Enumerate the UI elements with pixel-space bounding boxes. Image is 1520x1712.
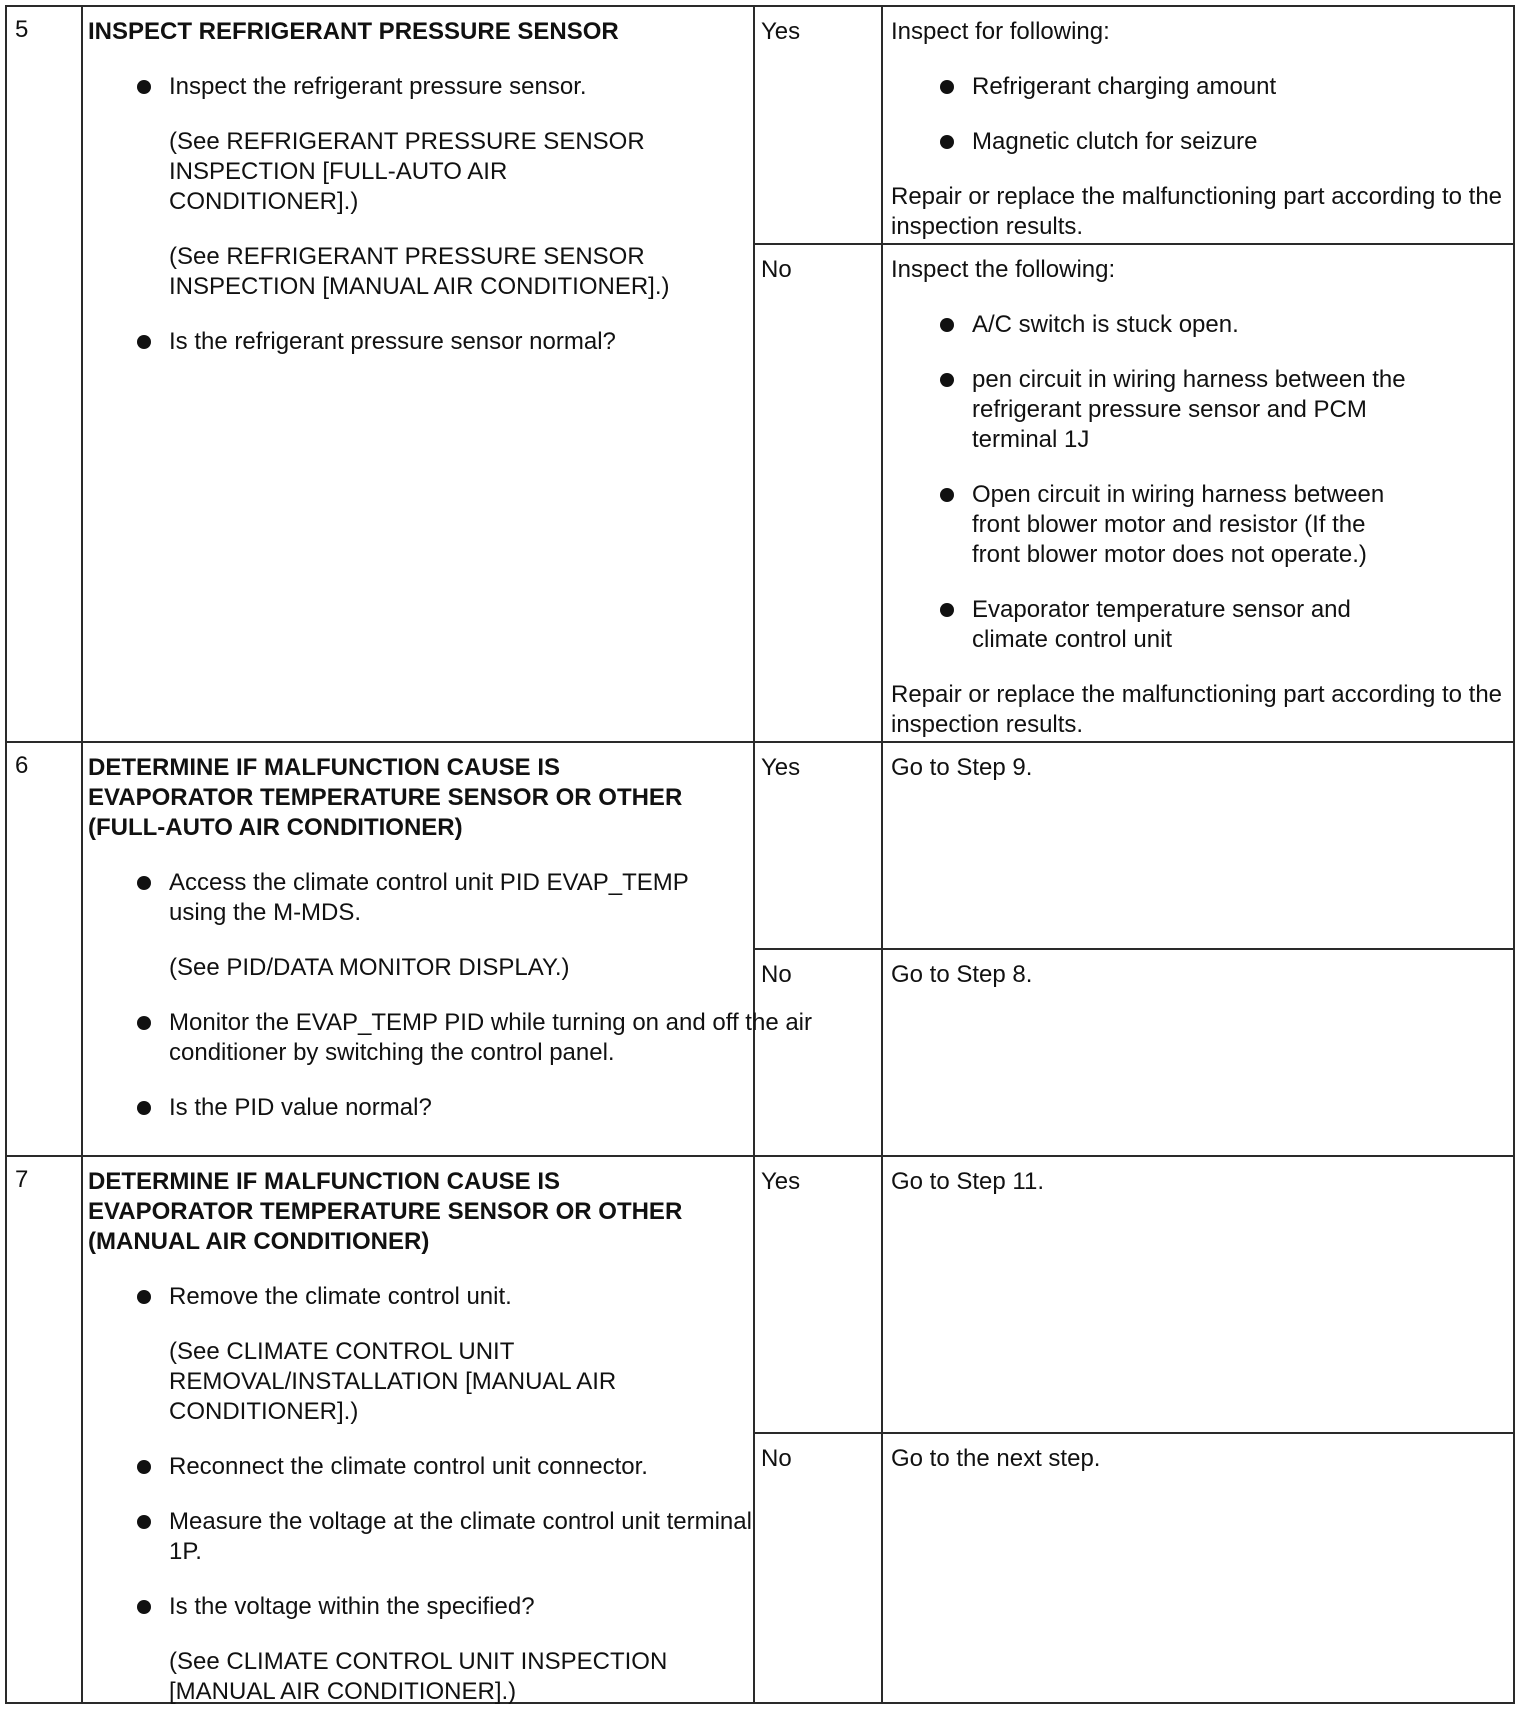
list-item	[891, 72, 1503, 102]
item-text: Open circuit in wiring harness between front blower motor and resistor (If the front blower motor does not operate.)	[972, 481, 1385, 568]
list-item	[88, 72, 748, 102]
bullet-icon	[137, 1101, 151, 1115]
step-title: DETERMINE IF MALFUNCTION CAUSE IS EVAPORATOR TEMPERATURE SENSOR OR OTHER (FULL-AUTO AIR CONDITIONER)	[88, 754, 683, 841]
troubleshooting-table	[5, 5, 1515, 1704]
result-yes	[883, 1157, 1513, 1197]
step-number: 6	[15, 752, 29, 779]
item-text: Remove the climate control unit.	[169, 1283, 512, 1310]
answer-yes: Yes	[761, 754, 801, 781]
result-no	[883, 245, 1513, 740]
item-text: Is the voltage within the specified?	[169, 1593, 535, 1620]
list-item	[891, 365, 1412, 455]
item-text: Measure the voltage at the climate control unit terminal 1P.	[169, 1508, 752, 1565]
result-outro: Repair or replace the malfunctioning part according to the inspection results.	[891, 183, 1503, 240]
list-item	[88, 1008, 829, 1068]
bullet-icon	[137, 1290, 151, 1304]
result-text: Go to Step 9.	[891, 754, 1033, 781]
step-7-content	[88, 1167, 752, 1707]
bullet-icon	[940, 318, 954, 332]
step-title: INSPECT REFRIGERANT PRESSURE SENSOR	[88, 18, 619, 45]
note: (See CLIMATE CONTROL UNIT REMOVAL/INSTALLATION [MANUAL AIR CONDITIONER].)	[169, 1338, 617, 1425]
answer-no: No	[761, 256, 792, 283]
answer-yes: Yes	[761, 18, 801, 45]
item-text: Inspect the refrigerant pressure sensor.	[169, 73, 587, 100]
result-text: Go to Step 11.	[891, 1168, 1044, 1195]
bullet-icon	[137, 80, 151, 94]
list-item	[88, 1282, 748, 1312]
result-yes	[883, 7, 1513, 242]
bullet-icon	[137, 1016, 151, 1030]
table-border-right	[1513, 5, 1515, 1704]
result-outro: Repair or replace the malfunctioning part according to the inspection results.	[891, 681, 1503, 738]
list-item	[88, 1452, 748, 1482]
bullet-icon	[940, 80, 954, 94]
list-item	[891, 310, 1503, 340]
bullet-icon	[137, 1600, 151, 1614]
bullet-icon	[940, 373, 954, 387]
bullet-icon	[137, 876, 151, 890]
item-text: Refrigerant charging amount	[972, 73, 1277, 100]
bullet-icon	[940, 135, 954, 149]
item-text: Evaporator temperature sensor and climate control unit	[972, 596, 1351, 653]
list-item	[88, 1093, 748, 1123]
list-item	[891, 127, 1503, 157]
answer-no: No	[761, 961, 792, 988]
step-5-content	[88, 17, 748, 357]
answer-no: No	[761, 1445, 792, 1472]
list-item	[88, 1507, 769, 1567]
note: (See CLIMATE CONTROL UNIT INSPECTION [MANUAL AIR CONDITIONER].)	[169, 1648, 668, 1705]
item-text: Access the climate control unit PID EVAP_TEMP using the M-MDS.	[169, 869, 689, 926]
note: (See PID/DATA MONITOR DISPLAY.)	[169, 954, 570, 981]
table-border-left	[5, 5, 7, 1704]
answer-yes: Yes	[761, 1168, 801, 1195]
bullet-icon	[137, 1460, 151, 1474]
step-number: 5	[15, 16, 29, 43]
item-text: Monitor the EVAP_TEMP PID while turning on and off the air conditioner by switching the control panel.	[169, 1009, 813, 1066]
list-item	[891, 480, 1402, 570]
result-text: Go to Step 8.	[891, 961, 1033, 988]
item-text: Is the refrigerant pressure sensor normal?	[169, 328, 616, 355]
bullet-icon	[137, 335, 151, 349]
list-item	[88, 868, 709, 928]
bullet-icon	[940, 488, 954, 502]
result-yes	[883, 743, 1513, 783]
note: (See REFRIGERANT PRESSURE SENSOR INSPECTION [MANUAL AIR CONDITIONER].)	[169, 243, 670, 300]
item-text: pen circuit in wiring harness between the refrigerant pressure sensor and PCM terminal 1J	[972, 366, 1406, 453]
column-divider-1	[81, 5, 83, 1704]
result-text: Go to the next step.	[891, 1445, 1101, 1472]
item-text: A/C switch is stuck open.	[972, 311, 1239, 338]
list-item	[88, 327, 748, 357]
bullet-icon	[940, 603, 954, 617]
result-intro: Inspect for following:	[891, 18, 1110, 45]
result-no	[883, 950, 1513, 990]
bullet-icon	[137, 1515, 151, 1529]
item-text: Magnetic clutch for seizure	[972, 128, 1258, 155]
list-item	[891, 595, 1412, 655]
step-number: 7	[15, 1166, 29, 1193]
step-title: DETERMINE IF MALFUNCTION CAUSE IS EVAPORATOR TEMPERATURE SENSOR OR OTHER (MANUAL AIR CONDITIONER)	[88, 1168, 683, 1255]
list-item	[88, 1592, 748, 1622]
item-text: Reconnect the climate control unit connector.	[169, 1453, 648, 1480]
note: (See REFRIGERANT PRESSURE SENSOR INSPECTION [FULL-AUTO AIR CONDITIONER].)	[169, 128, 645, 215]
result-intro: Inspect the following:	[891, 256, 1116, 283]
item-text: Is the PID value normal?	[169, 1094, 432, 1121]
result-no	[883, 1434, 1513, 1474]
